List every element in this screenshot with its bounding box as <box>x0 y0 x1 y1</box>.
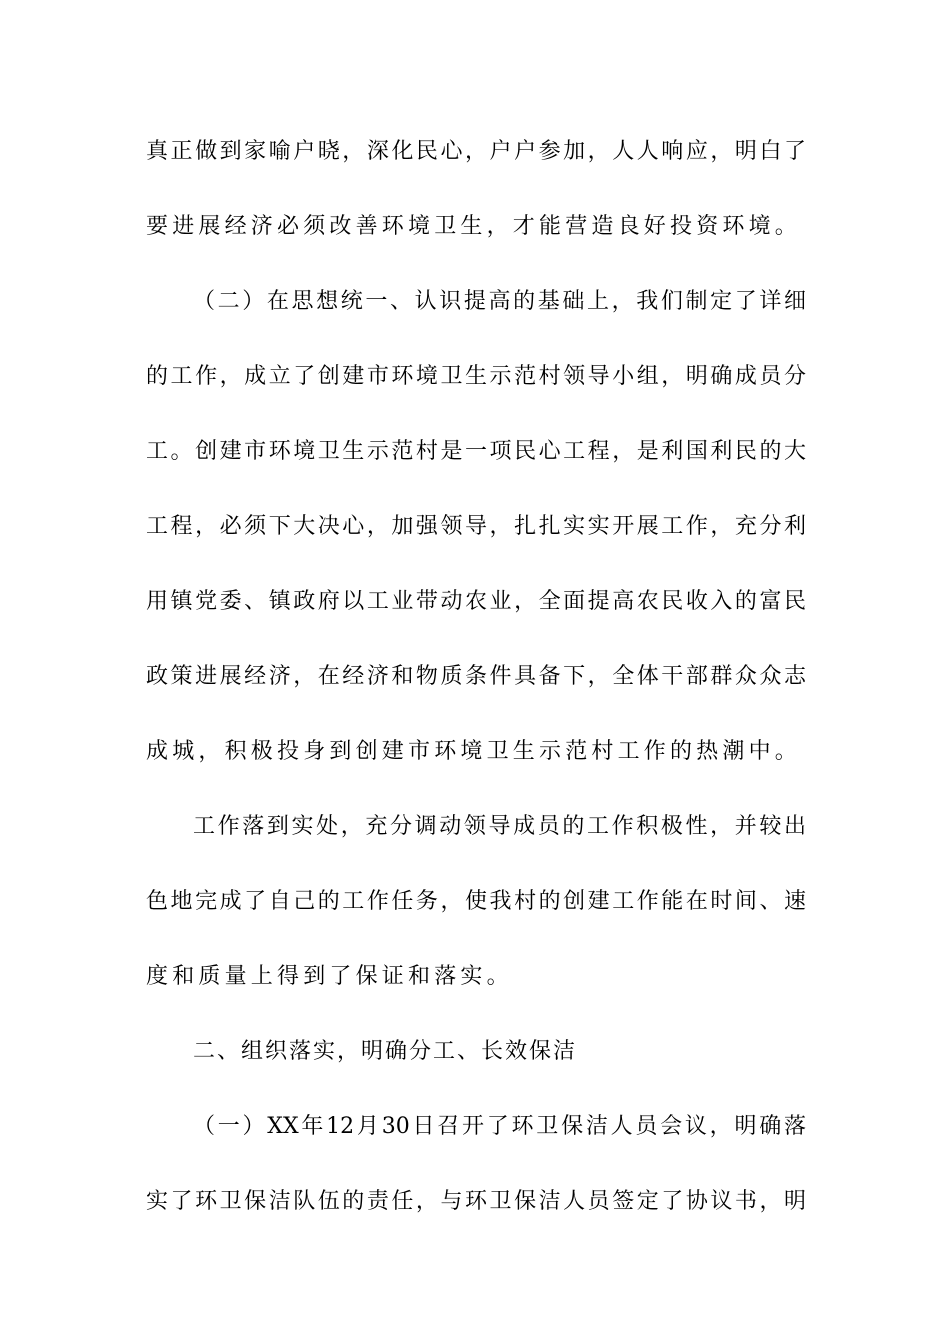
text-line: 色地完成了自己的工作任务，使我村的创建工作能在时间、速 <box>146 889 806 914</box>
text-line: 用镇党委、镇政府以工业带动农业，全面提高农民收入的富民 <box>146 589 806 614</box>
body-text <box>146 132 806 1257</box>
paragraph-start-line: （二）在思想统一、认识提高的基础上，我们制定了详细 <box>193 289 806 314</box>
text-line: 工程，必须下大决心，加强领导，扎扎实实开展工作，充分利 <box>146 514 806 539</box>
text-line: 政策进展经济，在经济和物质条件具备下，全体干部群众众志 <box>146 664 806 689</box>
paragraph-start-line: 工作落到实处，充分调动领导成员的工作积极性，并较出 <box>193 814 806 839</box>
paragraph-start-line: （一）XX年12月30日召开了环卫保洁人员会议，明确落 <box>193 1114 806 1139</box>
section-heading: 二、组织落实，明确分工、长效保洁 <box>193 1039 578 1064</box>
text-line: 度和质量上得到了保证和落实。 <box>146 964 513 989</box>
text-line: 的工作，成立了创建市环境卫生示范村领导小组，明确成员分 <box>146 364 806 389</box>
text-line: 真正做到家喻户晓，深化民心，户户参加，人人响应，明白了 <box>146 139 806 164</box>
text-line: 要进展经济必须改善环境卫生，才能营造良好投资环境。 <box>146 214 802 239</box>
text-line: 成城，积极投身到创建市环境卫生示范村工作的热潮中。 <box>146 739 802 764</box>
text-line: 实了环卫保洁队伍的责任，与环卫保洁人员签定了协议书，明 <box>146 1189 806 1214</box>
text-line: 工。创建市环境卫生示范村是一项民心工程，是利国利民的大 <box>146 439 806 464</box>
